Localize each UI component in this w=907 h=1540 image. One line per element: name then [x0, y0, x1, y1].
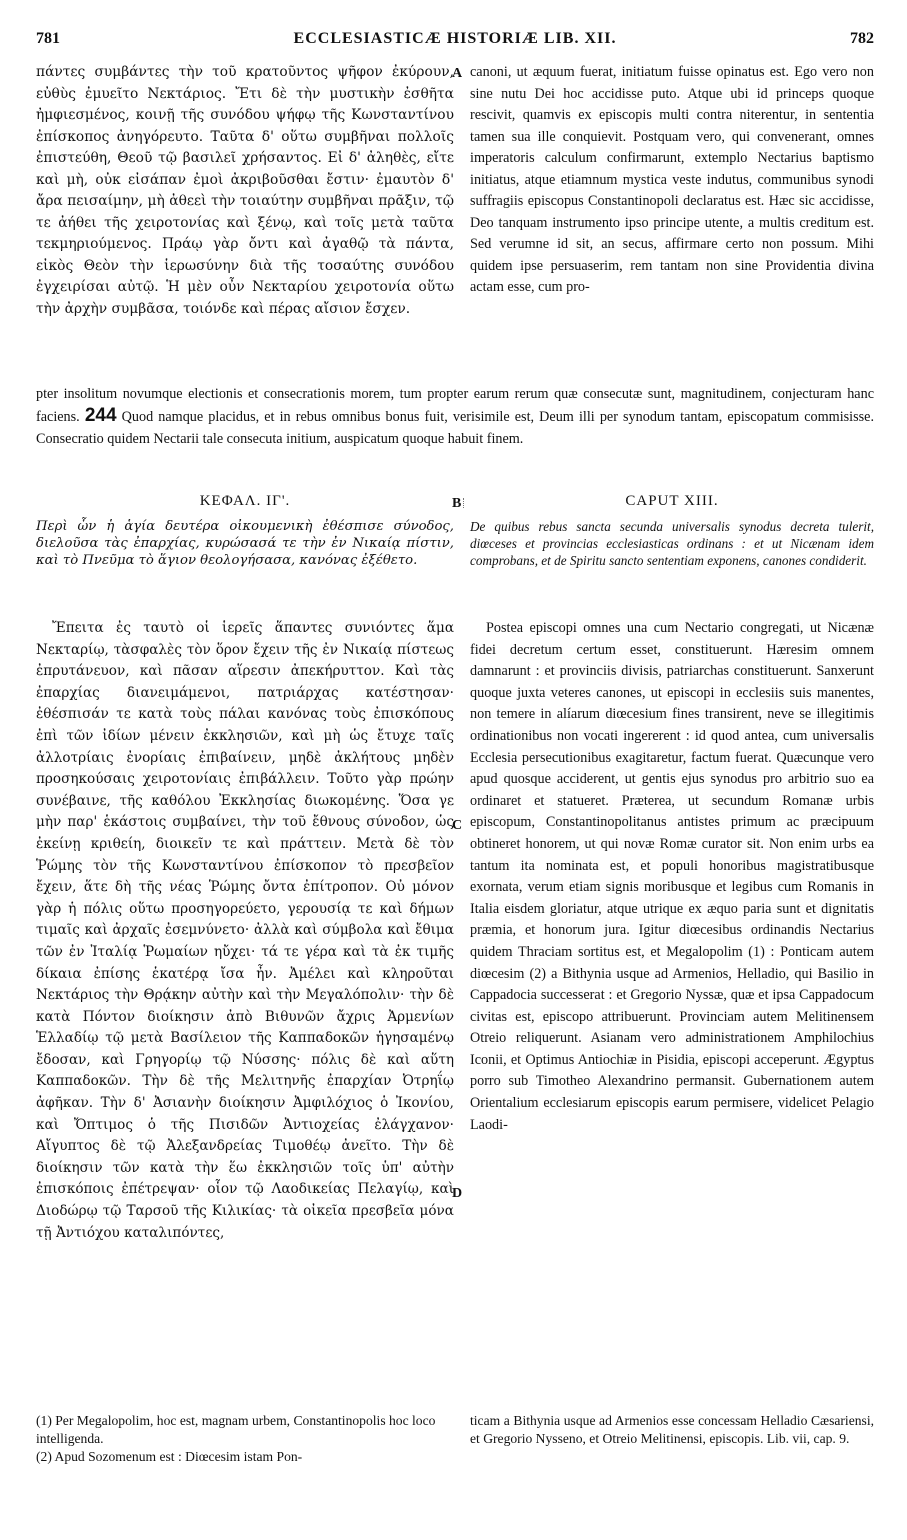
page-number-left: 781: [36, 30, 60, 47]
page-header: [36, 30, 874, 56]
greek-column-top: [36, 62, 454, 320]
footnotes-right: [470, 1412, 874, 1448]
margin-letter-b: B: [452, 496, 462, 511]
latin-chapter-summary: De quibus rebus sancta secunda universalis synodus decreta tulerit, diœceses et provincias ecclesiasticas ordinans : et ut Nicænam idem comprobans, et de Spiritu sancto sententiam exponens, canones condiderit.: [470, 519, 874, 568]
greek-column-body: [36, 618, 454, 1244]
greek-chapter-heading: ΚΕΦΑΛ. ΙΓ'.: [199, 493, 291, 509]
latin-top-paragraph: canoni, ut æquum fuerat, initiatum fuisse opinatus est. Ego vero non sine nutu Dei hoc accidisse puto. Atque ubi id princeps quoque rescivit, quamvis ex episcopis multi contra niterentur, in sententia tamen sua ille conquievit. Postquam vero, qui convenerant, omnes imperatoris calculum confirmarunt, extemplo Nectarius baptismo initiatus, atque etiamnum mystica veste indutus, communibus synodi suffragiis episcopus Constantinopoli declaratus est. Hæc sic accidisse, Deo tanquam instrumento ipso principe utente, a multis creditum est. Sed verumne id sit, an secus, affirmare certo non possum. Mihi quidem ipse persuaserim, rem tantam non sine Providentia divina actam esse, cum pro-: [470, 64, 874, 295]
margin-letter-a: A: [452, 66, 463, 81]
margin-letter-c: C: [452, 818, 463, 833]
column-divider: [463, 498, 464, 508]
latin-body-paragraph: Postea episcopi omnes una cum Nectario congregati, ut Nicænæ fidei decretum certum esset, constituerunt. Hæresim omnem damnarunt : et provinciis divisis, patriarchas constituerunt. Sanxerunt quoque juxta veteres canones, ut episcopi in ecclesiis suis manentes, non temere in alíarum diœcesium fines transirent, neve se illegitimis ordinationibus non vocati ingererent : id quod antea, cum universalis Ecclesia persecutionibus exagitaretur, factum fuerat. Quæcunque vero apud quosque acciderent, ut gentis ejus synodus pro arbitrio suo ea ordinaret et statueret. Præterea, ut secundum Romanæ urbis episcopum, Constantinopolitanus antistes primum ac præcipuum obtineret honorem, ut qui novæ Romæ curator sit. Non enim urbs ea tantum ita nominata est, et populi honoribus magistratibusque exornata, verum etiam signis moribusque et legibus cum Romanis in Italia eisdem gloriatur, atque utrique ex æquo paria sunt et dignitatis præmia, et honorum jura. Igitur diœcesibus ordinandis Nectarius quidem Thraciam sortitus est, et Megalopolim (1) : Ponticam autem diœcesim (2) a Bithynia usque ad Armenios, Helladio, qui Basilio in Cappadocia successerat : et Gregorio Nyssæ, quæ et ipsa Cappadocum civitas est, episcopo attribuerunt. Provinciam autem Melitinensem Otreio reliquerunt. Asianam vero administrationem Amphilochius Iconii, et Optimus Antiochiæ in Pisidia, episcopi acceperunt. Ægyptus porro sub Timotheo Alexandrino permansit. Gubernationem autem Orientalium ecclesiarum episcopis earum permisere, videlicet Pelagio Laodi-: [470, 620, 874, 1133]
page-number-right: 782: [850, 30, 874, 47]
section-number: 244: [84, 405, 117, 427]
margin-letter-d: D: [452, 1186, 463, 1201]
latin-column-body: [470, 618, 874, 1136]
footnote-2: (2) Apud Sozomenum est : Diœcesim istam Pon-: [36, 1449, 303, 1464]
footnote-1: (1) Per Megalopolim, hoc est, magnam urbem, Constantinopolis hoc loco intelligenda.: [36, 1413, 436, 1446]
greek-top-paragraph: πάντες συμβάντες τὴν τοῦ κρατοῦντος ψῆφον ἐκύρουν, εὐθὺς ἐμυεῖτο Νεκτάριος. Ἔτι δὲ τὴν μυστικὴν ἐσθῆτα ἠμφιεσμένος, κοινῇ τῆς συνόδου ψήφῳ τῆς Κωνσταντίνου ἐπίσκοπος ἀνηγόρευτο. Ταῦτα δ' οὕτω συμβῆναι πολλοῖς ἐπιστεύθη, Θεοῦ τῷ βασιλεῖ χρήσαντος. Εἰ δ' ἀληθὲς, εἴτε καὶ μὴ, οὐκ εἰσάπαν ἐμοὶ ἀκριβοῦσθαι ἔστιν· ἐμαυτὸν δ' ἄρα πεισαίμην, μὴ ἀθεεὶ τὴν τοιαύτην συμβῆναι πρᾶξιν, τῷ τε ἀήθει τῆς χειροτονίας καὶ ξένῳ, καὶ τοῖς μετὰ ταῦτα τεκμηριούμενος. Πράῳ γὰρ ὄντι καὶ ἀγαθῷ τὰ πάντα, εἰκὸς Θεὸν τὴν ἱερωσύνην διὰ τῆς τοσαύτης συνόδου ἐγχειρίσαι αὐτῷ. Ἡ μὲν οὖν Νεκταρίου χειροτονία οὕτω τὴν ἀρχὴν συμβᾶσα, τοιόνδε καὶ πέρας αἴσιον ἔσχεν.: [36, 64, 454, 317]
greek-chapter-summary: Περὶ ὧν ἡ ἁγία δευτέρα οἰκουμενικὴ ἐθέσπισε σύνοδος, διελοῦσα τὰς ἐπαρχίας, κυρώσασά τε τὴν ἐν Νικαίᾳ πίστιν, καὶ τὸ Πνεῦμα τὸ ἅγιον θεολογήσασα, κανόνας ἐξέθετο.: [36, 519, 454, 568]
full-width-text-after: Quod namque placidus, et in rebus omnibus bonus fuit, verisimile est, Deum illi per synodum tantam, episcopatum commisisse. Consecratio quidem Nectarii tale consecuta initium, auspicatum quoque habuit finem.: [36, 409, 874, 447]
full-width-paragraph: [36, 384, 874, 450]
full-width-text-before: pter insolitum novumque electionis et consecrationis morem, tum propter earum rerum quæ consecutæ sunt, magnitudinem, conjecturam hanc faciens.: [36, 386, 874, 426]
latin-column-top: [470, 62, 874, 299]
latin-chapter-heading: CAPUT XIII.: [625, 493, 719, 509]
running-title: ECCLESIASTICÆ HISTORIÆ LIB. XII.: [293, 30, 617, 47]
footnotes-left: [36, 1412, 454, 1466]
greek-body-paragraph: Ἔπειτα ἐς ταυτὸ οἱ ἱερεῖς ἅπαντες συνιόντες ἅμα Νεκταρίῳ, τὰσφαλὲς τὸν ὅρον ἔχειν τῆς ἐν Νικαίᾳ πίστεως ἐπρυτάνευον, καὶ πᾶσαν αἵρεσιν ἀπεκήρυττον. Καὶ τὰς ἐπαρχίας διανειμάμενοι, πατριάρχας κατέστησαν· ἐθέσπισάν τε κατὰ τοὺς πάλαι κανόνας τοὺς ἐπισκόπους ἐπὶ τῶν ἰδίων μένειν ἐκκλησιῶν, καὶ μὴ ὡς ἔτυχε ταῖς ἀλλοτρίαις ἐνορίαις ἐπιβαίνειν, μηδὲ ἀκλήτους μηδὲν προσηκούσαις χειροτονίαις ἐπιβάλλειν. Τοῦτο γὰρ πρώην συνέβαινε, τῆς καθόλου Ἐκκλησίας διωκομένης. Ὅσα γε μὴν παρ' ἑκάστοις συμβαίνει, τὴν τοῦ ἔθνους σύνοδον, ὡς ἐκείνῃ κριθείη, διοικεῖν τε καὶ πράττειν. Μετὰ δὲ τὸν Ῥώμης τὸν τῆς Κωνσταντίνου ἐπίσκοπον τὸ πρεσβεῖον ἔχειν, ἅτε δὴ τῆς νέας Ῥώμης ὄντα ἐπίτροπον. Οὐ μόνον γὰρ ἡ πόλις οὕτω προσηγορεύετο, γερουσίᾳ τε καὶ δήμων τιμαῖς καὶ ἀρχαῖς ἐσεμνύνετο· ἀλλὰ καὶ σύμβολα καὶ ἔθιμα τῶν ἐν Ἰταλίᾳ Ῥωμαίων ηὔχει· τά τε γέρα καὶ τὰ ἐκ τιμῆς δίκαια ἐπίσης ἑκατέρᾳ ἴσα ἦν. Ἀμέλει καὶ κληροῦται Νεκτάριος τὴν Θρᾴκην αὐτὴν καὶ τὴν Μεγαλόπολιν· τὴν δὲ κατὰ Πόντον διοίκησιν ἀπὸ Βιθυνῶν ἄχρις Ἀρμενίων Ἑλλαδίῳ τῷ μετὰ Βασίλειον τῆς Καππαδοκῶν ἡγησαμένῳ ἔδοσαν, καὶ Γρηγορίῳ τῷ Νύσσης· πόλις δὲ καὶ αὕτη Καππαδοκῶν. Τὴν δὲ τῆς Μελιτηνῆς ἐπαρχίαν Ὀτρηΐῳ ἀφῆκαν. Τὴν δ' Ἀσιανὴν διοίκησιν Ἀμφιλόχιος ὁ Ἰκονίου, καὶ Ὄπτιμος ὁ τῆς Πισιδῶν Ἀντιοχείας ἐλάγχανον· Αἴγυπτος δὲ τῷ Ἀλεξανδρείας Τιμοθέῳ ἀνεῖτο. Τὴν δὲ διοίκησιν τῶν κατὰ τὴν ἕω ἐκκλησιῶν τοῖς ὑπ' αὐτὴν ἐπισκόποις ἐπέτρεψαν· οἷον τῷ Λαοδικείας Πελαγίῳ, καὶ Διοδώρῳ τῷ Ταρσοῦ τῆς Κιλικίας· τὰ οἰκεῖα πρεσβεῖα μόνα τῇ Ἀντιόχου καταλιπόντες,: [36, 620, 454, 1241]
footnote-2-continued: ticam a Bithynia usque ad Armenios esse concessam Helladio Cæsariensi, et Gregorio Nysseno, et Otreio Melitinensi, episcopis. Lib. vii, cap. 9.: [470, 1413, 874, 1446]
